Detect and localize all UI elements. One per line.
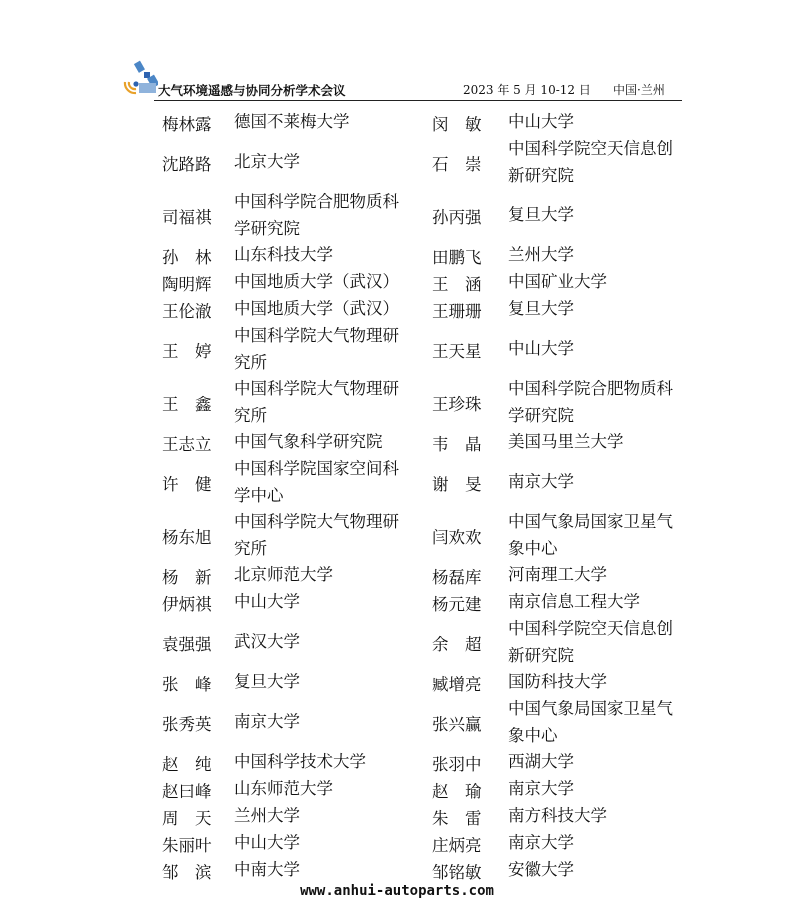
participant-affiliation: 南京大学 <box>234 712 300 732</box>
participant-name: 张羽中 <box>432 754 482 774</box>
participant-affiliation: 中国科学院合肥物质科学研究院 <box>234 192 399 238</box>
participant-affiliation: 中山大学 <box>234 592 300 612</box>
participant-name: 闫欢欢 <box>432 527 482 547</box>
conference-location: 中国·兰州 <box>613 83 665 97</box>
participant-affiliation: 中国科学院空天信息创新研究院 <box>508 619 673 665</box>
participant-name: 司福祺 <box>162 207 212 227</box>
participant-row <box>162 136 682 189</box>
participant-affiliation: 中国科学院合肥物质科学研究院 <box>508 379 673 425</box>
participant-affiliation: 中南大学 <box>234 860 300 880</box>
participant-row <box>162 830 682 857</box>
participant-name: 王珊珊 <box>432 301 482 321</box>
participant-name: 王 婷 <box>162 341 212 361</box>
participant-affiliation: 中国气象局国家卫星气象中心 <box>508 512 673 558</box>
participant-name: 王珍珠 <box>432 394 482 414</box>
participant-row <box>162 189 682 242</box>
participant-affiliation: 安徽大学 <box>508 860 574 880</box>
participant-affiliation: 南京大学 <box>508 472 574 492</box>
participant-row <box>162 269 682 296</box>
participant-affiliation: 中国科学院大气物理研究所 <box>234 379 399 425</box>
participant-affiliation: 中国科学技术大学 <box>234 752 366 772</box>
participant-affiliation: 中国科学院大气物理研究所 <box>234 512 399 558</box>
participant-row <box>162 242 682 269</box>
participant-name: 张 峰 <box>162 674 212 694</box>
participant-affiliation: 中国矿业大学 <box>508 272 607 292</box>
participant-affiliation: 中国科学院空天信息创新研究院 <box>508 139 673 185</box>
participant-affiliation: 复旦大学 <box>508 205 574 225</box>
participant-name: 王 鑫 <box>162 394 212 414</box>
participant-affiliation: 中国地质大学（武汉） <box>234 272 399 292</box>
participant-affiliation: 河南理工大学 <box>508 565 607 585</box>
participant-row <box>162 669 682 696</box>
participant-name: 伊炳祺 <box>162 594 212 614</box>
participant-name: 孙 林 <box>162 247 212 267</box>
participant-name: 田鹏飞 <box>432 247 482 267</box>
participant-name: 赵曰峰 <box>162 781 212 801</box>
participant-name: 杨元建 <box>432 594 482 614</box>
participant-affiliation: 北京大学 <box>234 152 300 172</box>
participant-name: 朱 雷 <box>432 808 482 828</box>
participant-affiliation: 兰州大学 <box>234 806 300 826</box>
participant-name: 赵 瑜 <box>432 781 482 801</box>
participant-row <box>162 803 682 830</box>
participant-affiliation: 国防科技大学 <box>508 672 607 692</box>
participant-name: 王伦澈 <box>162 301 212 321</box>
participant-affiliation: 中国气象科学研究院 <box>234 432 383 452</box>
participant-name: 孙丙强 <box>432 207 482 227</box>
participant-name: 臧增亮 <box>432 674 482 694</box>
participant-row <box>162 429 682 456</box>
participant-name: 谢 旻 <box>432 474 482 494</box>
participant-row <box>162 749 682 776</box>
participant-row <box>162 776 682 803</box>
participant-affiliation: 中山大学 <box>508 339 574 359</box>
participant-row <box>162 696 682 749</box>
participant-name: 王天星 <box>432 341 482 361</box>
participant-affiliation: 美国马里兰大学 <box>508 432 624 452</box>
participant-affiliation: 山东师范大学 <box>234 779 333 799</box>
participant-name: 庄炳亮 <box>432 835 482 855</box>
participant-name: 王 涵 <box>432 274 482 294</box>
participant-name: 张秀英 <box>162 714 212 734</box>
participant-row <box>162 589 682 616</box>
participant-row <box>162 456 682 509</box>
participant-affiliation: 复旦大学 <box>508 299 574 319</box>
header-divider <box>154 100 682 101</box>
participant-row <box>162 109 682 136</box>
participant-affiliation: 山东科技大学 <box>234 245 333 265</box>
participant-name: 张兴赢 <box>432 714 482 734</box>
participant-affiliation: 南方科技大学 <box>508 806 607 826</box>
conference-date: 2023 年 5 月 10-12 日 <box>463 83 591 97</box>
participant-affiliation: 中国气象局国家卫星气象中心 <box>508 699 673 745</box>
participant-affiliation: 西湖大学 <box>508 752 574 772</box>
participant-affiliation: 中国科学院国家空间科学中心 <box>234 459 399 505</box>
participant-affiliation: 复旦大学 <box>234 672 300 692</box>
participant-affiliation: 中山大学 <box>508 112 574 132</box>
participant-affiliation: 中国科学院大气物理研究所 <box>234 326 399 372</box>
participant-name: 杨磊库 <box>432 567 482 587</box>
participant-affiliation: 中国地质大学（武汉） <box>234 299 399 319</box>
participant-affiliation: 武汉大学 <box>234 632 300 652</box>
participant-row <box>162 296 682 323</box>
participant-affiliation: 北京师范大学 <box>234 565 333 585</box>
participant-affiliation: 南京大学 <box>508 833 574 853</box>
participant-list <box>162 109 682 884</box>
participant-row <box>162 323 682 376</box>
participant-name: 杨东旭 <box>162 527 212 547</box>
satellite-logo-icon <box>122 60 158 96</box>
footer-url: www.anhui-autoparts.com <box>300 883 494 899</box>
participant-name: 邹铭敏 <box>432 862 482 882</box>
participant-name: 闵 敏 <box>432 114 482 134</box>
participant-name: 邹 滨 <box>162 862 212 882</box>
participant-row <box>162 562 682 589</box>
page-header <box>122 60 682 100</box>
participant-name: 王志立 <box>162 434 212 454</box>
participant-name: 陶明辉 <box>162 274 212 294</box>
participant-row <box>162 616 682 669</box>
participant-affiliation: 中山大学 <box>234 833 300 853</box>
participant-row <box>162 509 682 562</box>
participant-affiliation: 南京大学 <box>508 779 574 799</box>
participant-name: 杨 新 <box>162 567 212 587</box>
participant-name: 石 崇 <box>432 154 482 174</box>
participant-affiliation: 南京信息工程大学 <box>508 592 640 612</box>
participant-name: 周 天 <box>162 808 212 828</box>
participant-affiliation: 兰州大学 <box>508 245 574 265</box>
participant-row <box>162 857 682 884</box>
participant-affiliation: 德国不莱梅大学 <box>234 112 350 132</box>
participant-name: 朱丽叶 <box>162 835 212 855</box>
participant-name: 沈路路 <box>162 154 212 174</box>
participant-row <box>162 376 682 429</box>
participant-name: 余 超 <box>432 634 482 654</box>
participant-name: 韦 晶 <box>432 434 482 454</box>
conference-title: 大气环境遥感与协同分析学术会议 <box>158 83 346 98</box>
participant-name: 袁强强 <box>162 634 212 654</box>
participant-name: 梅林露 <box>162 114 212 134</box>
participant-name: 赵 纯 <box>162 754 212 774</box>
participant-name: 许 健 <box>162 474 212 494</box>
